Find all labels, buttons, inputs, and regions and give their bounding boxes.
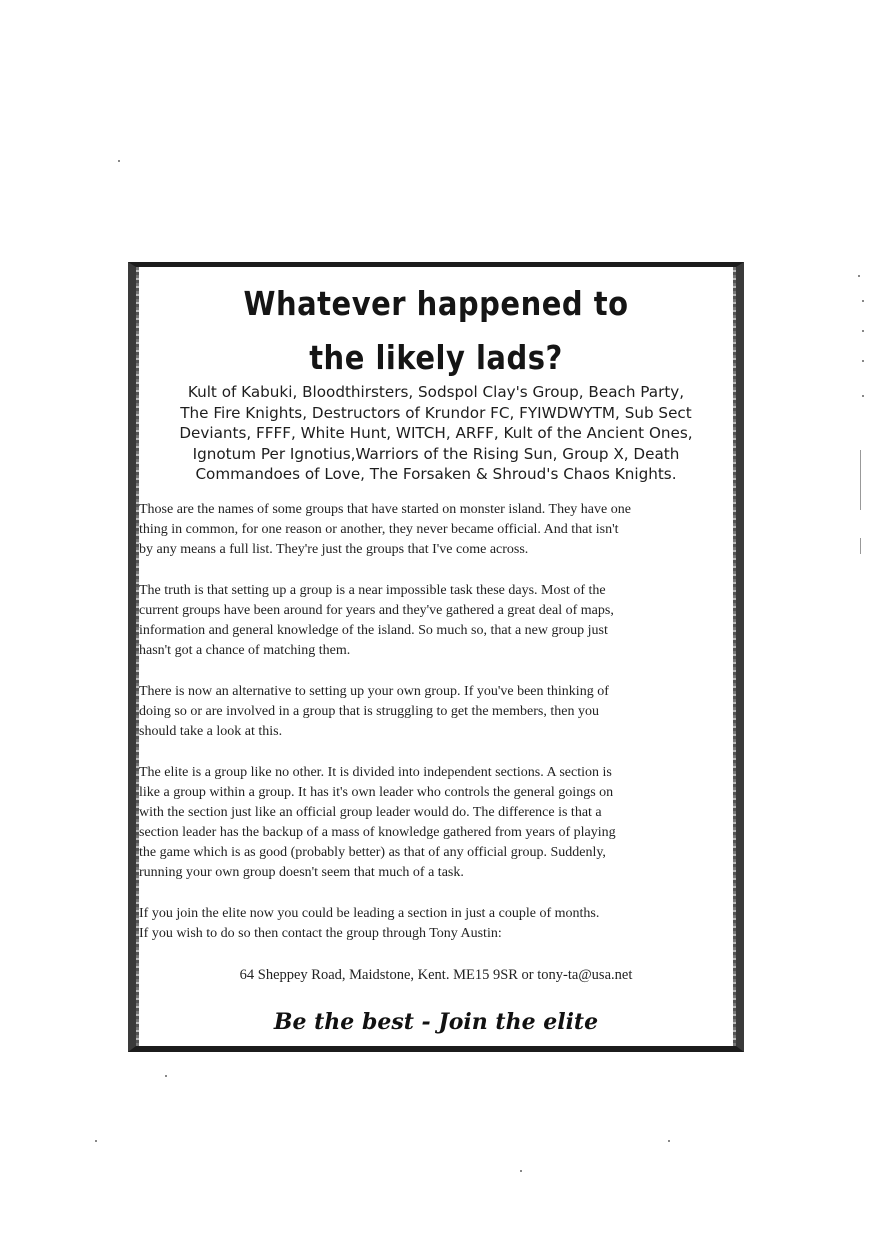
paragraph-line: The elite is a group like no other. It is divided into independent sections. A section is xyxy=(139,765,612,780)
paragraph-truth xyxy=(139,581,732,661)
scan-speck xyxy=(862,360,864,362)
scan-mark xyxy=(860,450,861,510)
paragraph-line: There is now an alternative to setting up your own group. If you've been thinking of xyxy=(139,684,609,699)
paragraph-line: thing in common, for one reason or another, they never became official. And that isn't xyxy=(139,522,619,537)
paragraph-intro xyxy=(139,500,732,560)
paragraph-line: information and general knowledge of the island. So much so, that a new group just xyxy=(139,623,608,638)
groups-list-line: Kult of Kabuki, Bloodthirsters, Sodspol Clay's Group, Beach Party, xyxy=(187,383,685,401)
paragraph-line: the game which is as good (probably better) as that of any official group. Suddenly, xyxy=(139,845,606,860)
scan-speck xyxy=(118,160,120,162)
paragraph-line: If you join the elite now you could be leading a section in just a couple of months. xyxy=(139,906,600,921)
paragraph-line: should take a look at this. xyxy=(139,724,283,739)
paragraph-line: like a group within a group. It has it's own leader who controls the general goings on xyxy=(139,785,614,800)
paragraph-elite xyxy=(139,763,732,883)
paragraph-line: doing so or are involved in a group that is struggling to get the members, then you xyxy=(139,704,599,719)
paragraph-line: running your own group doesn't seem that much of a task. xyxy=(139,865,464,880)
scan-speck xyxy=(862,330,864,332)
scan-mark xyxy=(860,538,861,554)
paragraph-line: If you wish to do so then contact the group through Tony Austin: xyxy=(139,926,502,941)
contact-address: 64 Sheppey Road, Maidstone, Kent. ME15 9SR or tony-ta@usa.net xyxy=(239,967,633,983)
groups-list xyxy=(136,382,736,485)
scan-speck xyxy=(95,1140,97,1142)
groups-list-line: Commandoes of Love, The Forsaken & Shroud's Chaos Knights. xyxy=(195,465,677,483)
paragraph-line: with the section just like an official group leader would do. The difference is that a xyxy=(139,805,602,820)
scan-speck xyxy=(858,275,860,277)
paragraph-line: The truth is that setting up a group is a near impossible task these days. Most of the xyxy=(139,583,606,598)
scan-speck xyxy=(520,1170,522,1172)
paragraph-line: current groups have been around for years and they've gathered a great deal of maps, xyxy=(139,603,614,618)
scan-speck xyxy=(668,1140,670,1142)
scan-speck xyxy=(165,1075,167,1077)
groups-list-line: Deviants, FFFF, White Hunt, WITCH, ARFF, Kult of the Ancient Ones, xyxy=(179,424,693,442)
paragraph-line: hasn't got a chance of matching them. xyxy=(139,643,351,658)
groups-list-line: Ignotum Per Ignotius,Warriors of the Rising Sun, Group X, Death xyxy=(192,444,680,463)
scan-speck xyxy=(862,300,864,302)
paragraph-join xyxy=(139,904,732,944)
paragraph-line: section leader has the backup of a mass of knowledge gathered from years of playing xyxy=(139,825,616,840)
advert-box xyxy=(128,262,744,1052)
paragraph-line: Those are the names of some groups that have started on monster island. They have one xyxy=(139,502,631,517)
paragraph-line: by any means a full list. They're just the groups that I've come across. xyxy=(139,542,529,557)
groups-list-line: The Fire Knights, Destructors of Krundor FC, FYIWDWYTM, Sub Sect xyxy=(180,403,692,422)
scan-speck xyxy=(862,395,864,397)
slogan: Be the best - Join the elite xyxy=(273,1009,599,1035)
headline-line-1: Whatever happened to xyxy=(243,284,629,324)
headline-line-2: the likely lads? xyxy=(309,338,563,378)
paragraph-alternative xyxy=(139,682,732,742)
